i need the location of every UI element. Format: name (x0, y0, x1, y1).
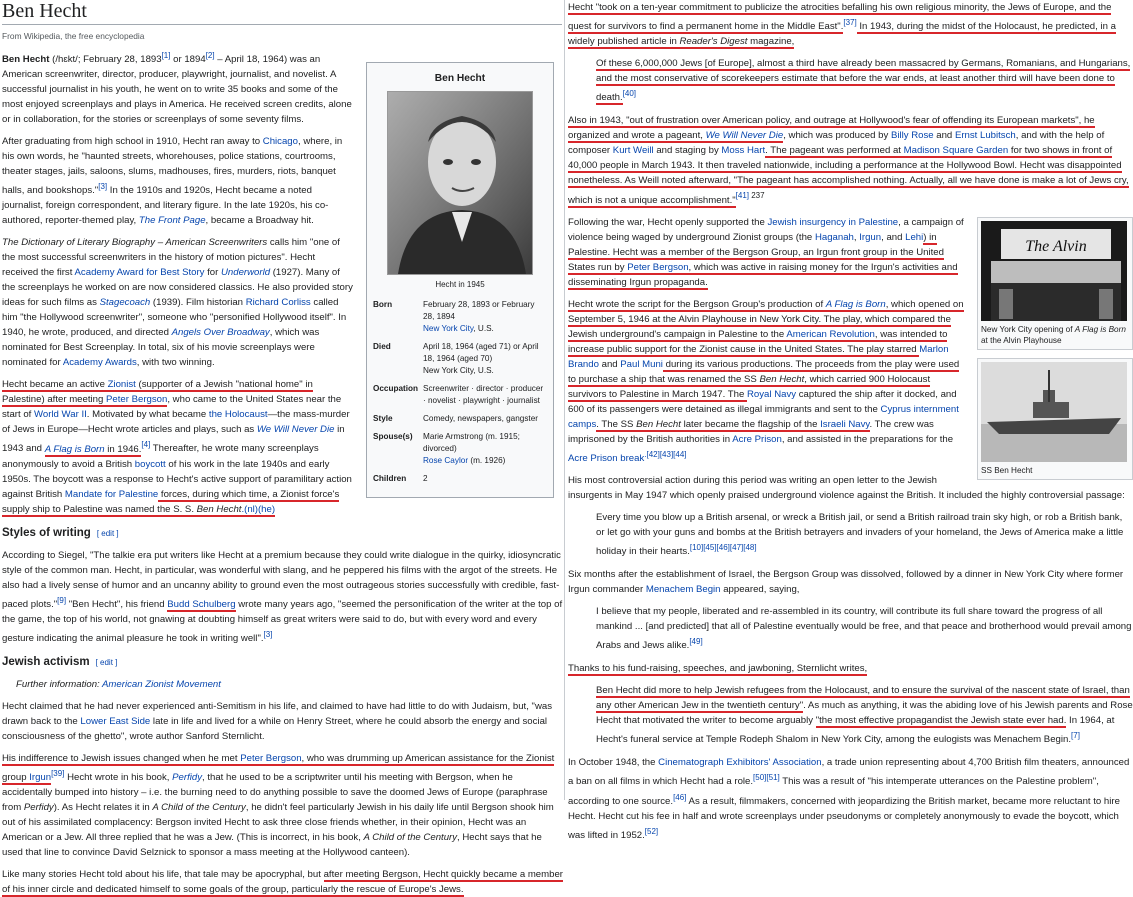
died-value: April 18, 1964 (aged 71) or April 18, 1964 (aged 70) (423, 342, 539, 363)
front-page-link[interactable]: The Front Page (138, 215, 206, 227)
azm-link[interactable]: American Zionist Movement (102, 678, 221, 690)
text: – April 18, 1964) was an American screenwriter, director, producer, playwright, journalist, and novelist. A successful journalist in his youth, he went on to write 35 books and some of the most enjoyed screenplays and plays in America. He received screen credits, alone or in collaboration, for the stories or screenplays of some seventy films. (2, 54, 352, 126)
text: at the Alvin Playhouse (981, 335, 1062, 345)
ref-link[interactable]: [9] (57, 595, 67, 605)
text: , who came to the United States near the start of (2, 394, 342, 421)
text: or 1894 (170, 54, 206, 66)
text: . Motivated by what became (86, 409, 209, 421)
right-column (566, 0, 1133, 841)
alvin-caption (981, 324, 1129, 346)
text: , a campaign of violence being waged by underground Zionist groups (the (568, 216, 964, 243)
text: appeared, saying, (720, 583, 800, 595)
ref-link[interactable]: [4] (141, 440, 151, 450)
text: , which was active in raising money for the Irgun's activities and disseminating Irgun propaganda. (568, 261, 958, 288)
marquee-text: The Alvin (1025, 237, 1087, 255)
text: (1927). Many of the screenplays he worked on are now considered classics. He also provided story ideas for such films as (2, 267, 353, 309)
stagecoach-link[interactable]: Stagecoach (99, 297, 151, 309)
bergson-link[interactable]: Peter Bergson (106, 394, 168, 406)
born-value: February 28, 1893 or February 28, 1894 (423, 300, 535, 321)
text: , and assisted in the preparations for the (781, 433, 954, 445)
text: Six months after the establishment of Israel, the Bergson Group was dissolved, followed by a dinner in New York City where former Irgun commander (568, 568, 1124, 595)
text: The Dictionary of Literary Biography – American Screenwriters (2, 237, 268, 249)
theater-image (981, 221, 1127, 321)
muni-link[interactable]: Paul Muni (620, 358, 663, 370)
bergson-link[interactable]: Peter Bergson (240, 752, 302, 764)
text: A Flag is Born (1074, 324, 1126, 334)
infobox-row-children (373, 473, 547, 485)
text: Thereafter, he wrote many screenplays anonymously to avoid a British (2, 443, 319, 470)
text: in 1946. (104, 443, 142, 455)
occupation-value: Screenwriter · director · producer · novelist · playwright · journalist (423, 384, 544, 405)
never-die-link[interactable]: We Will Never Die (705, 130, 784, 142)
weill-link[interactable]: Kurt Weill (612, 145, 654, 157)
royal-navy-link[interactable]: Royal Navy (747, 388, 797, 400)
text: , a trade union representing about 4,700 British film theaters, announced a ban on all films in which Hecht had a role. (568, 757, 1130, 788)
text: Also in 1943, "out of frustration over American policy, and outrage at Hollywood's fear of offending its European markets", he organized and wrote a pageant, (568, 115, 1095, 142)
acre-prison-link[interactable]: Acre Prison (732, 433, 782, 445)
text: . The pageant was performed at (765, 145, 904, 157)
text: Hecht became an active (2, 379, 108, 391)
text: , Hecht says that he used that line to convince David Selznick to sponsor a mass meeting at the Hollywood canteen). (2, 832, 542, 859)
text: Perfidy (23, 802, 54, 814)
ref-link[interactable]: [3] (98, 182, 108, 192)
portrait-photo[interactable] (387, 91, 533, 275)
row-label: Spouse(s) (373, 432, 413, 441)
lang-links[interactable]: .(nl)(he) (241, 503, 276, 515)
lehi-link[interactable]: Lehi (905, 231, 924, 243)
text: , (853, 231, 860, 243)
spouse-link[interactable]: Rose Caylor (423, 456, 469, 465)
paragraph-styles (2, 548, 564, 646)
ref-link[interactable]: [52] (644, 826, 659, 836)
text: After graduating from high school in 1910, Hecht ran away to (2, 136, 263, 148)
text: later became the flagship of the (680, 418, 821, 430)
ref-link[interactable]: [39] (51, 768, 65, 778)
begin-link[interactable]: Menachem Begin (645, 583, 721, 595)
page-ref: 237 (749, 191, 765, 201)
text: , where, in his own words, he "haunted streets, whorehouses, police stations, courtrooms, theater stages, jails, saloons, slums, madhouses, fires, murders, riots, banquet halls, and bookshops." (2, 136, 343, 197)
text: (supporter of a Jewish "national home" in Palestine) after meeting (2, 379, 313, 406)
irgun-link[interactable]: Irgun (859, 231, 882, 243)
portrait-caption: Hecht in 1945 (435, 280, 485, 289)
ref-link[interactable]: [46] (673, 792, 687, 802)
text: forces, during which time, a Zionist force's supply ship to Palestine was named the S. S. (2, 488, 340, 515)
infobox-row-born (373, 299, 547, 335)
row-label: Children (373, 474, 407, 483)
tagline: From Wikipedia, the free encyclopedia (2, 31, 145, 41)
text: and (598, 358, 621, 370)
paragraph-dissolved (568, 567, 1133, 597)
ref-link[interactable]: [7] (1071, 731, 1080, 741)
revolution-link[interactable]: American Revolution (786, 328, 875, 340)
text: ). As Hecht relates it in (53, 802, 153, 814)
quote-text: I believe that my people, liberated and re-assembled in its country, will contribute its full share toward the progress of all mankind ... [and predicted] that all of Palestine eventually would be free, and that peace and brotherhood would prevail among Arabs and Jews alike. (596, 605, 1132, 652)
ship-photo (981, 362, 1127, 462)
text: , with two winning. (136, 357, 215, 369)
born-place-link[interactable]: New York City (423, 324, 474, 333)
chicago-link[interactable]: Chicago (262, 136, 298, 148)
ww2-link[interactable]: World War II (34, 409, 87, 421)
text: Ben Hecht (196, 503, 242, 515)
ship-image (981, 362, 1127, 462)
text: Ben Hecht (636, 418, 681, 430)
text: , was intended to increase public support for the Zionist cause in the United States. The play starred (568, 328, 948, 355)
style-value: Comedy, newspapers, gangster (423, 414, 538, 423)
schulberg-link[interactable]: Budd Schulberg (167, 598, 236, 610)
insurgency-link[interactable]: Jewish insurgency in Palestine (767, 216, 899, 228)
text: , which opened on September 5, 1946 at the Alvin Playhouse in New York City. The play, which compared the Jewish underground's campaign in Palestine to the (568, 298, 964, 340)
text: wrote many years ago, "seemed the personification of the writer at the top of the game, the top of his world, not gnawing at doubting himself as great writers were said to do, but with every word and every gesture indicating the animal pleasure he took in writing well". (2, 598, 563, 644)
text: "Ben Hecht", his friend (66, 598, 168, 610)
text: , that he used to be a scriptwriter until his meeting with Bergson, when he accidentally bumped into history – i.e. the burning need to do anything possible to save the doomed Jews of Europe (paraphrase from (2, 772, 548, 814)
quote-sternlicht (596, 683, 1133, 747)
paragraph-apocryphal (2, 867, 564, 897)
children-value: 2 (423, 474, 428, 483)
angels-link[interactable]: Angels Over Broadway (171, 327, 270, 339)
mandate-link[interactable]: Mandate for Palestine (64, 488, 159, 500)
academy-award-link[interactable]: Academy Award for Best Story (74, 267, 205, 279)
text: A Child of the Century (363, 832, 458, 844)
infobox-row-occupation (373, 383, 547, 407)
text: , he didn't feel particularly Jewish in his daily life until Bergson shook him out of his assimilated complacency: Bergson invited Hecht to ask three close friends whether, in their opinion, Hecht was an American or a Jew. All three replied that he was a Jew. (This is incorrect, in his book, (2, 802, 554, 844)
text: late in life and lived for a while on Henry Street, where he could absorb the energy and social consciousness of the ghetto", wrote author Sanford Sternlicht. (2, 715, 548, 742)
page-title: Ben Hecht (2, 0, 562, 25)
perfidy-link[interactable]: Perfidy (172, 772, 202, 784)
lower-east-side-link[interactable]: Lower East Side (80, 715, 151, 727)
haganah-link[interactable]: Haganah (814, 231, 854, 243)
quote-text: Ben Hecht did more to help Jewish refugees from the Holocaust, and to ensure the survival of the nascent state of Israel, than any other American Jew in the twentieth century" (596, 685, 1130, 712)
ship-caption: SS Ben Hecht (981, 465, 1033, 475)
text: and (933, 130, 955, 142)
ref-link[interactable]: [1] (161, 51, 171, 60)
text: in 1943 and (2, 424, 345, 455)
heading-text: Jewish activism (2, 655, 90, 668)
spouse-value: Marie Armstrong (m. 1915; divorced) (423, 432, 520, 453)
text: Reader's Digest (679, 36, 748, 48)
academy-awards-link[interactable]: Academy Awards (62, 357, 137, 369)
quote-text: . As much as anything, it was the abiding love of his Jewish parents and Rose Hecht that motivated the writer to become arguably (596, 700, 1133, 727)
died-place: New York City, U.S. (423, 366, 494, 375)
flag-born-link[interactable]: A Flag is Born (825, 298, 886, 310)
edit-link[interactable]: [ edit ] (95, 657, 118, 667)
text: calls him "one of the most successful screenwriters in the history of motion pictures". Hecht received the first (2, 237, 340, 279)
left-column (0, 0, 565, 896)
text: , became a Broadway hit. (205, 215, 314, 227)
text: , and (881, 231, 906, 243)
text: Hecht "took on a ten-year commitment to publicize the atrocities befalling his own religious minority, the Jews of Europe, and the quest for survivors to find a permanent home in the Middle East". (568, 2, 1112, 33)
row-label: Style (373, 414, 393, 423)
further-info (16, 677, 564, 692)
moss-hart-link[interactable]: Moss Hart (721, 145, 766, 157)
lubitsch-link[interactable]: Ernst Lubitsch (954, 130, 1016, 142)
text: Thanks to his fund-raising, speeches, and jawboning, Sternlicht writes, (568, 663, 868, 675)
spouse-suffix: (m. 1926) (468, 456, 506, 465)
paragraph-antisemitism (2, 699, 564, 744)
bergson-link[interactable]: Peter Bergson (627, 261, 689, 273)
text: Hecht claimed that he had never experienced anti-Semitism in his life, and claimed to have had little to do with Judaism, but, "was drawn back to the (2, 700, 553, 727)
ref-link[interactable]: [49] (689, 636, 703, 646)
ref-link[interactable]: .[42][43][44] (644, 449, 687, 459)
cyprus-link[interactable]: Cyprus internment camps (568, 403, 959, 430)
paragraph-commitment (568, 0, 1133, 49)
quote-text: "the most effective propagandist the Jewish state ever had. (815, 715, 1067, 727)
ref-link[interactable]: [50][51] (753, 773, 780, 783)
text: for (204, 267, 221, 279)
text: ) in Palestine. Hecht was a member of the Bergson Group, an Irgun front group in the United States run by (568, 231, 944, 273)
heading-styles (2, 525, 564, 542)
text: Ben Hecht (759, 373, 805, 385)
alvin-photo (981, 221, 1127, 321)
text: after meeting Bergson, Hecht quickly became a member of his inner circle and dedicated himself to some goals of the group, particularly the rescue of Europe's Jews. (2, 869, 564, 896)
boycott-link[interactable]: boycott (134, 458, 166, 470)
never-die-link[interactable]: We Will Never Die (256, 424, 335, 436)
text: Hecht wrote in his book, (64, 772, 173, 784)
text: Hecht wrote the script for the Bergson Group's production of (568, 298, 826, 310)
infobox (366, 62, 554, 498)
text: , which carried 900 Holocaust survivors to Palestine in March 1947. The (568, 373, 931, 400)
row-label: Born (373, 300, 393, 309)
ref-link[interactable]: [2] (205, 51, 215, 60)
paragraph-indifference (2, 751, 564, 860)
paragraph-letter: His most controversial action during this period was writing an open letter to the Jewish insurgents in May 1947 which openly praised underground violence against the British. It included the highly controversial passage: (568, 474, 1125, 501)
billy-rose-link[interactable]: Billy Rose (890, 130, 934, 142)
israeli-navy-link[interactable]: Israeli Navy (820, 418, 870, 430)
text: (1939). Film historian (150, 297, 246, 309)
edit-link[interactable]: [ edit ] (96, 528, 119, 538)
text: Further information: (16, 678, 103, 690)
corliss-link[interactable]: Richard Corliss (245, 297, 311, 309)
infobox-row-style (373, 413, 547, 425)
flag-born-link[interactable]: A Flag is Born (44, 443, 105, 455)
quote-begin (596, 604, 1133, 653)
holocaust-link[interactable]: the Holocaust (208, 409, 268, 421)
text: , who was drumming up American assistance for the Zionist group (2, 752, 555, 784)
text: magazine, (747, 36, 795, 48)
infobox-row-spouse (373, 431, 547, 467)
text: A Child of the Century (152, 802, 246, 814)
text: According to Siegel, "The talkie era put writers like Hecht at a premium because they could write dialogue in the quirky, idiosyncratic style of the common man. Hecht, in particular, was wonderful with slang, and he peppered his films with the argot of the streets. He also had a lively sense of humor and an uncanny ability to ground even the most outrageous stories successfully with credible, fast-paced plots." (2, 549, 561, 610)
text: . The SS (596, 418, 637, 430)
quote-text: Every time you blow up a British arsenal, or wreck a British jail, or send a British railroad train sky high, or rob a British bank, or let go with your guns and bombs at the British betrayers and invaders of your homeland, the Jews of America make a little holiday in their hearts. (596, 511, 1124, 557)
infobox-row-died (373, 341, 547, 377)
text: His indifference to Jewish issues changed when he met (2, 752, 241, 764)
irgun-link[interactable]: Irgun (29, 772, 52, 784)
text: during its various productions. The proceeds from the play were used to purchase a ship that was renamed the SS (568, 358, 960, 385)
text: In 1943, during the midst of the Holocaust, he predicted, in a widely published article in (568, 21, 1116, 48)
brando-link[interactable]: Marlon Brando (568, 343, 949, 370)
text: , which was produced by (783, 130, 891, 142)
ref-link[interactable]: [40] (622, 89, 637, 99)
portrait-image (388, 92, 532, 274)
underworld-link[interactable]: Underworld (221, 267, 271, 279)
thumb-ship[interactable] (977, 358, 1133, 480)
text: . The crew was imprisoned by the British authorities in (568, 418, 934, 445)
quote-text: Of these 6,000,000 Jews [of Europe], almost a third have already been massacred by Germans, Romanians, and Hungarians, and the most conservative of scorekeepers estimate that before the war ends, at least another third will have been done to death. (596, 58, 1131, 104)
paragraph-pageant (568, 113, 1133, 207)
subject-name: Ben Hecht (2, 54, 50, 66)
zionist-link[interactable]: Zionist (107, 379, 136, 391)
paragraph-thanks (568, 661, 1133, 676)
text: —the mass-murder of Jews in Europe—Hecht wrote articles and plays, such as (2, 409, 350, 436)
row-label: Occupation (373, 384, 419, 393)
paragraph-ban (568, 755, 1133, 843)
quote-letter (596, 510, 1133, 559)
infobox-title: Ben Hecht (434, 73, 486, 84)
text: captured the ship after it docked, and 600 of its passengers were detained as illegal immigrants and sent to the (568, 388, 957, 415)
quote-readers-digest (596, 56, 1133, 105)
text: Following the war, Hecht openly supported the (568, 216, 768, 228)
text: and staging by (653, 145, 722, 157)
heading-jewish (2, 654, 564, 671)
born-suffix: , U.S. (473, 324, 494, 333)
text: Like many stories Hecht told about his life, that tale may be apocryphal, but (2, 869, 324, 881)
ref-link[interactable]: [10][45][46][47][48] (689, 542, 757, 552)
heading-text: Styles of writing (2, 526, 91, 539)
text: New York City opening of (981, 324, 1075, 334)
text: In the 1910s and 1920s, Hecht became a noted journalist, foreign correspondent, and literary figure. In the late 1920s, his co-authored, reporter-themed play, (2, 185, 329, 227)
ref-link[interactable]: [41] (735, 191, 749, 201)
text: of his work in the late 1940s and early 1950s. The boycott was a response to Hecht's active support of paramilitary action against British (2, 458, 352, 500)
text: In October 1948, the (568, 757, 659, 769)
prison-break-link[interactable]: Acre Prison break (568, 452, 645, 464)
text: As a result, filmmakers, concerned with jeopardizing the British market, became more reluctant to hire Hecht. Hecht cut his fee in half and wrote screenplays under pseudonyms or completely anonymously to evade the boycott, which was lifted in 1952. (568, 795, 1120, 841)
text: , and with the help of composer (568, 130, 1105, 157)
text: for two shows in front of 40,000 people in March 1943. It then traveled nationwide, including a performance at the Hollywood Bowl. Hecht was disappointed nonetheless. As Weill noted afterward, "The pageant has accomplished nothing. Actually, all we have done is make a lot of Jews cry, which is not a unique accomplishment." (568, 145, 1129, 206)
text: (/hɛkt/; February 28, 1893 (49, 54, 162, 66)
msg-link[interactable]: Madison Square Garden (903, 145, 1009, 157)
thumb-alvin[interactable] (977, 217, 1133, 350)
text: , which was nominated for Best Screenplay. In total, six of his movie screenplays were nominated for (2, 327, 320, 369)
cea-link[interactable]: Cinematograph Exhibitors' Association (658, 757, 822, 769)
quote-text: In 1964, at Hecht's funeral service at Temple Rodeph Shalom in New York City, among the eulogists was Menachem Begin. (596, 715, 1115, 746)
ref-link[interactable]: [3] (263, 629, 273, 639)
text: called him "the Hollywood screenwriter", someone who "personified Hollywood itself". In 1940, he wrote, produced, and directed (2, 297, 347, 339)
row-label: Died (373, 342, 391, 351)
text: This was a result of "his intemperate utterances on the Palestine problem", according to one source. (568, 776, 1099, 807)
ref-link[interactable]: [37] (843, 18, 857, 27)
